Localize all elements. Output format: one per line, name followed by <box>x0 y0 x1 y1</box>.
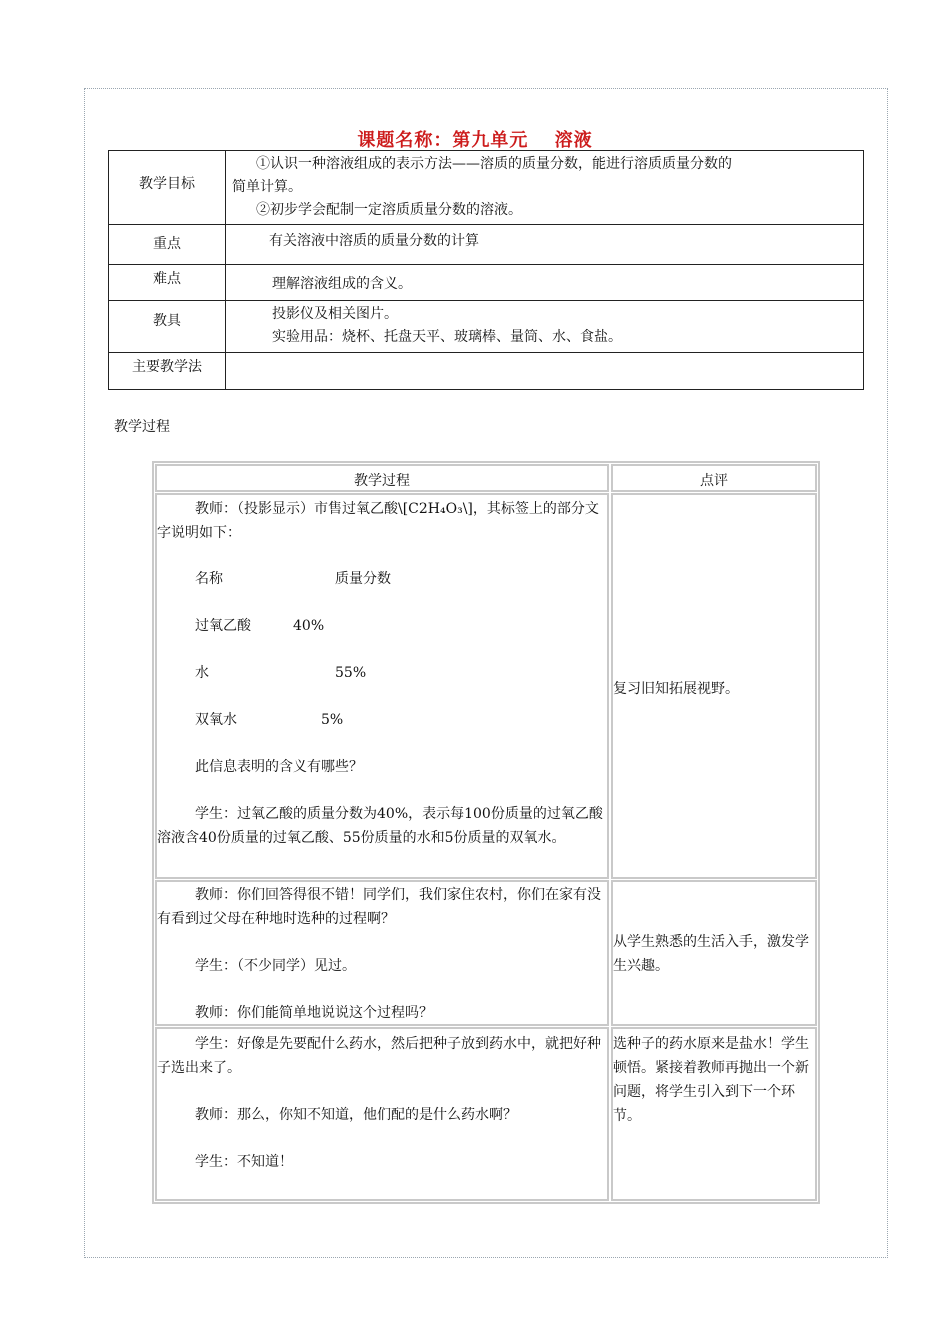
info-line: ②初步学会配制一定溶质质量分数的溶液。 <box>256 202 522 218</box>
comment-cell-1 <box>611 493 817 879</box>
info-line: 有关溶液中溶质的质量分数的计算 <box>269 233 479 249</box>
lesson-title: 课题名称：第九单元 溶液 <box>357 130 593 151</box>
info-line: 实验用品：烧杯、托盘天平、玻璃棒、量筒、水、食盐。 <box>272 329 622 345</box>
lesson-info-table <box>108 150 864 390</box>
info-label: 教具 <box>153 313 181 329</box>
process-cell-2 <box>155 880 609 1026</box>
comment-cell-2 <box>611 880 817 1026</box>
teacher-text: 教师：你们能简单地说说这个过程吗？ <box>195 1005 433 1021</box>
info-line: ①认识一种溶液组成的表示方法——溶质的质量分数，能进行溶质质量分数的 <box>256 156 732 172</box>
info-label: 主要教学法 <box>132 359 202 375</box>
comment-text: 从学生熟悉的生活入手，激发学生兴趣。 <box>613 934 809 974</box>
comment-text: 选种子的药水原来是盐水！学生顿悟。紧接着教师再抛出一个新问题，将学生引入到下一个环节。 <box>613 1036 809 1124</box>
info-line: 简单计算。 <box>232 179 302 195</box>
info-row-objectives <box>109 151 864 225</box>
student-text: 学生：（不少同学）见过。 <box>195 958 356 974</box>
process-header: 教学过程 <box>155 464 609 492</box>
label-item: 双氧水 5% <box>195 712 344 728</box>
process-cell-3 <box>155 1027 609 1201</box>
label-item: 过氧乙酸 40% <box>195 618 325 634</box>
info-line: 投影仪及相关图片。 <box>272 306 398 322</box>
info-row-methods <box>109 353 864 390</box>
comment-text: 复习旧知拓展视野。 <box>613 681 739 697</box>
info-row-teaching-aids <box>109 301 864 353</box>
student-text: 学生：不知道！ <box>195 1154 293 1170</box>
info-label: 重点 <box>153 236 181 252</box>
info-row-difficulty <box>109 265 864 301</box>
label-table-header: 名称 质量分数 <box>195 571 391 587</box>
student-text: 学生：过氧乙酸的质量分数为40%，表示每100份质量的过氧乙酸溶液含40份质量的过氧乙酸、55份质量的水和5份质量的双氧水。 <box>157 806 603 846</box>
section-title: 教学过程 <box>114 419 170 435</box>
comment-cell-3 <box>611 1027 817 1201</box>
comment-header: 点评 <box>611 464 817 492</box>
teacher-text: 教师：你们回答得很不错！同学们，我们家住农村，你们在家有没有看到过父母在种地时选种的过程啊？ <box>157 887 601 927</box>
info-label: 教学目标 <box>139 176 195 192</box>
info-row-key-point <box>109 225 864 265</box>
teacher-text: 教师：（投影显示）市售过氧乙酸\[C2H₄O₃\]，其标签上的部分文字说明如下： <box>157 501 599 541</box>
process-cell-1 <box>155 493 609 879</box>
teacher-text: 教师：那么，你知不知道，他们配的是什么药水啊？ <box>195 1107 517 1123</box>
info-line: 理解溶液组成的含义。 <box>272 276 412 292</box>
label-item: 水 55% <box>195 665 367 681</box>
info-label: 难点 <box>153 271 181 287</box>
student-text: 学生：好像是先要配什么药水，然后把种子放到药水中，就把好种子选出来了。 <box>157 1036 601 1076</box>
question-text: 此信息表明的含义有哪些？ <box>195 759 363 775</box>
